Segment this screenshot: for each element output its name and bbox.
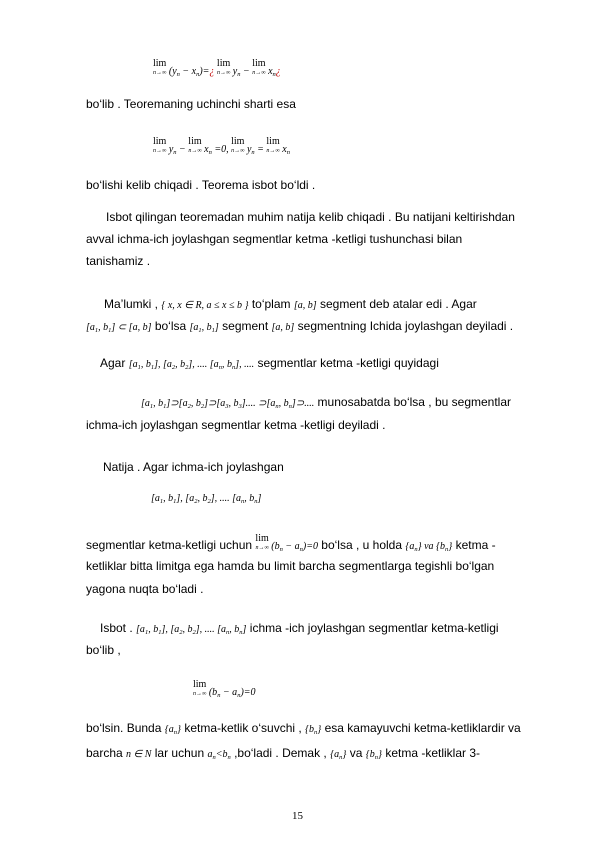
corollary-heading: Natija . Agar ichma-ich joylashgan (103, 460, 284, 474)
formula-limit-zero: lim n→∞ $(b_n - a_n)=0$ (193, 679, 256, 699)
formula-segment-sequence: [$a_1$, $b_1$], [$a_2$, $b_2$], .... [$a_n$, $b_n$], .... (128, 359, 255, 371)
formula-segment: [a, b] (271, 322, 295, 333)
paragraph-line: Isbot . [$a_1$, $b_1$], [$a_2$, $b_2$], .... [$a_n$, $b_n$] ichma -ich joylashgan segmentlar ketma-ketligi (100, 621, 499, 636)
formula-sequence: $\{a_n\}$ (164, 724, 181, 736)
paragraph-line: Ma’lumki , { x, x ∈ R, a ≤ x ≤ b } to‘plam [a, b] segment deb atalar edi . Agar (104, 297, 477, 311)
paragraph-line: bo‘lib , (86, 643, 121, 657)
paragraph-line: ketliklar bitta limitga ega hamda bu limit barcha segmentlarga tegishli bo‘lgan (86, 559, 495, 573)
formula-segment-sequence: [$a_1$, $b_1$], [$a_2$, $b_2$], .... [$a_n$, $b_n$] (136, 624, 247, 636)
paragraph-line: Isbot qilingan teoremadan muhim natija kelib chiqadi . Bu natijani keltirishdan (106, 210, 515, 224)
formula-sequence: $\{b_n\}$ (365, 749, 382, 761)
paragraph-line: bo‘lsin. Bunda $\{a_n\}$ ketma-ketlik o‘suvchi , $\{b_n\}$ esa kamayuvchi ketma-ketliklardir va (86, 721, 521, 736)
paragraph-line: avval ichma-ich joylashgan segmentlar ketma -ketligi tushunchasi bilan (86, 232, 463, 246)
formula-sequence: $\{a_n\}$ (330, 749, 347, 761)
formula-set: { x, x ∈ R, a ≤ x ≤ b } (161, 300, 249, 311)
page-number: 15 (292, 810, 303, 822)
formula-segment-sequence: [$a_1$, $b_1$], [$a_2$, $b_2$], .... [$a_n$, $b_n$] (151, 493, 262, 505)
paragraph-line: barcha n ∈ N lar uchun $a_n<b_n$ ,bo‘ladi . Demak , $\{a_n\}$ va $\{b_n\}$ ketma -ketliklar 3- (86, 746, 480, 761)
formula-sequence: $\{b_n\}$ (305, 724, 322, 736)
formula-sequences: $\{a_n\}$ va $\{b_n\}$ (405, 541, 453, 553)
formula-nested-segments: [$a_1$, $b_1]⊃[a_2$, $b_2]⊃[a_3$, $b_3$].... $⊃[a_n$, $b_n]⊃$.... (141, 398, 315, 410)
paragraph-line: ichma-ich joylashgan segmentlar ketma -ketligi deyiladi . (86, 418, 386, 432)
formula-segment: [$a_1$, $b_1$] (189, 322, 219, 334)
paragraph-line: [$a_1$, $b_1]⊃[a_2$, $b_2]⊃[a_3$, $b_3$].... $⊃[a_n$, $b_n]⊃$.... munosabatda bo‘lsa , bu segmentlar (141, 395, 511, 410)
paragraph-line: yagona nuqta bo‘ladi . (86, 582, 204, 596)
formula-natural-n: n ∈ N (126, 749, 152, 760)
formula-limit-difference: lim n→∞ ($y_n$ − $x_n)=¿$ lim n→∞ $y_n - \lim$ n→∞ $x_n¿$ (153, 58, 281, 78)
paragraph-line: segmentlar ketma-ketligi uchun lim n→∞ $(b_n - a_n)=0$ bo‘lsa , u holda $\{a_n\}$ va $\{b_n\}$ ketma - (86, 533, 496, 553)
paragraph-line: Agar [$a_1$, $b_1$], [$a_2$, $b_2$], .... [$a_n$, $b_n$], .... segmentlar ketma -ketligi quyidagi (100, 356, 439, 371)
formula-segment: [a, b] (293, 300, 317, 311)
formula-limit-zero: lim n→∞ $(b_n - a_n)=0$ (255, 533, 318, 553)
text-line: bo‘lishi kelib chiqadi . Teorema isbot bo‘ldi . (86, 178, 316, 192)
text-line: bo‘lib . Teoremaning uchinchi sharti esa (86, 97, 296, 111)
paragraph-line: [$a_1$, $b_1$] ⊂ [a, b] bo‘lsa [$a_1$, $b_1$] segment [a, b] segmentning Ichida joylashgan deyiladi . (86, 319, 514, 334)
paragraph-line: tanishamiz . (86, 254, 151, 268)
formula-subset: [$a_1$, $b_1$] ⊂ [a, b] (86, 322, 152, 334)
formula-limits-equal: lim n→∞ $y_n - \lim$ n→∞ $x_n =0$, lim n→∞ $y_n = \lim$ n→∞ $x_n$ (153, 136, 290, 156)
formula-inequality: $a_n<b_n$ (207, 749, 231, 761)
